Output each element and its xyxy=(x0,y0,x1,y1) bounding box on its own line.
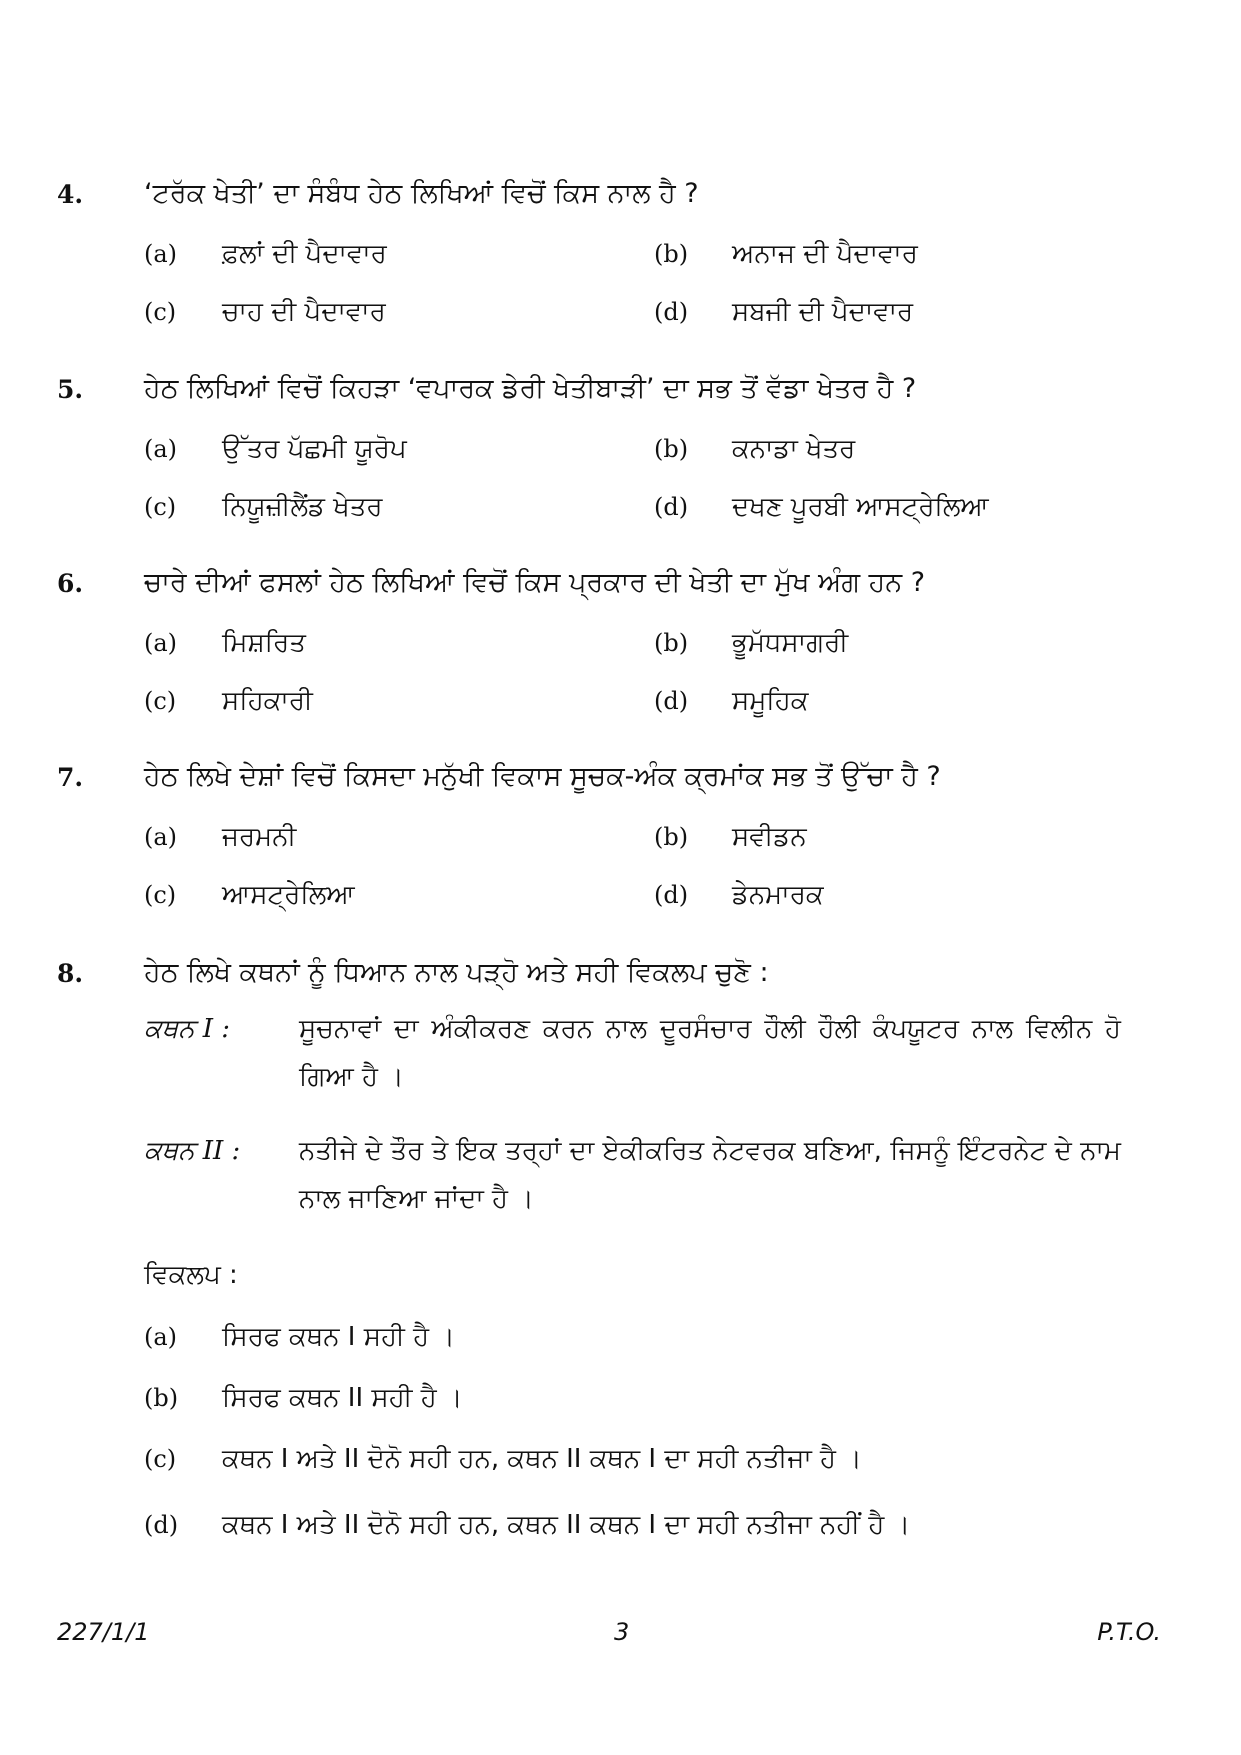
option-d xyxy=(144,1502,1121,1548)
option-label: (d) xyxy=(654,687,689,715)
option-text: ਸਿਰਫ ਕਥਨ II ਸਹੀ ਹੈ । xyxy=(222,1383,463,1413)
option-a xyxy=(144,236,387,272)
option-label: (b) xyxy=(654,629,689,657)
option-text: ਨਿਯੂਜ਼ੀਲੈਂਡ ਖੇਤਰ xyxy=(222,492,383,522)
question-number: 4. xyxy=(57,180,84,209)
option-text: ਅਨਾਜ ਦੀ ਪੈਦਾਵਾਰ xyxy=(732,239,918,269)
option-label: (a) xyxy=(144,629,178,657)
option-a xyxy=(144,1319,455,1355)
option-label: (c) xyxy=(144,687,177,715)
option-text: ਸਵੀਡਨ xyxy=(732,822,807,852)
option-label: (d) xyxy=(654,493,689,521)
choices-heading: ਵਿਕਲਪ : xyxy=(144,1260,238,1290)
option-label: (a) xyxy=(144,823,178,851)
option-text: ਫ਼ਲਾਂ ਦੀ ਪੈਦਾਵਾਰ xyxy=(222,239,387,269)
option-label: (a) xyxy=(144,435,178,463)
option-text: ਡੇਨਮਾਰਕ xyxy=(732,880,824,910)
option-text: ਸਮੂਹਿਕ xyxy=(732,686,809,716)
option-label: (c) xyxy=(144,881,177,909)
statement-label: ਕਥਨ II : xyxy=(144,1136,241,1166)
paper-code: 227/1/1 xyxy=(57,1618,150,1646)
option-b xyxy=(144,1380,463,1416)
option-label: (a) xyxy=(144,240,178,268)
question-text: ਚਾਰੇ ਦੀਆਂ ਫਸਲਾਂ ਹੇਠ ਲਿਖਿਆਂ ਵਿਚੋਂ ਕਿਸ ਪ੍ਰਕਾਰ ਦੀ ਖੇਤੀ ਦਾ ਮੁੱਖ ਅੰਗ ਹਨ ? xyxy=(144,567,926,598)
option-c xyxy=(144,1441,862,1477)
option-b xyxy=(654,236,918,272)
option-text: ਕਥਨ I ਅਤੇ II ਦੋਨੋ ਸਹੀ ਹਨ, ਕਥਨ II ਕਥਨ I ਦਾ ਸਹੀ ਨਤੀਜਾ ਨਹੀਂ ਹੈ । xyxy=(222,1510,911,1540)
option-a xyxy=(144,625,306,661)
pto-marker: P.T.O. xyxy=(1097,1618,1161,1646)
option-label: (c) xyxy=(144,493,177,521)
option-label: (c) xyxy=(144,1445,177,1473)
option-label: (d) xyxy=(654,881,689,909)
statement-2 xyxy=(144,1127,1121,1223)
option-label: (b) xyxy=(654,240,689,268)
option-d xyxy=(654,877,824,913)
option-text: ਸਹਿਕਾਰੀ xyxy=(222,686,313,716)
statement-label: ਕਥਨ I : xyxy=(144,1014,231,1044)
option-label: (d) xyxy=(654,298,689,326)
option-text: ਉੱਤਰ ਪੱਛਮੀ ਯੂਰੋਪ xyxy=(222,434,407,464)
option-text: ਕਨਾਡਾ ਖੇਤਰ xyxy=(732,434,856,464)
option-c xyxy=(144,489,382,525)
option-b xyxy=(654,819,807,855)
page-number: 3 xyxy=(614,1618,630,1646)
question-text: ਹੇਠ ਲਿਖਿਆਂ ਵਿਚੋਂ ਕਿਹੜਾ ‘ਵਪਾਰਕ ਡੇਰੀ ਖੇਤੀਬਾੜੀ’ ਦਾ ਸਭ ਤੋਂ ਵੱਡਾ ਖੇਤਰ ਹੈ ? xyxy=(144,373,917,404)
question-number: 5. xyxy=(57,375,84,404)
question-number: 6. xyxy=(57,569,84,598)
option-a xyxy=(144,431,407,467)
option-c xyxy=(144,877,355,913)
option-text: ਆਸਟ੍ਰੇਲਿਆ xyxy=(222,880,355,910)
option-c xyxy=(144,294,386,330)
option-text: ਜਰਮਨੀ xyxy=(222,822,297,852)
question-text: ਹੇਠ ਲਿਖੇ ਕਥਨਾਂ ਨੂੰ ਧਿਆਨ ਨਾਲ ਪੜ੍ਹੋ ਅਤੇ ਸਹੀ ਵਿਕਲਪ ਚੁਣੋ : xyxy=(144,957,769,988)
option-text: ਚਾਹ ਦੀ ਪੈਦਾਵਾਰ xyxy=(222,297,386,327)
option-label: (b) xyxy=(654,823,689,851)
option-d xyxy=(654,294,913,330)
statement-text: ਨਤੀਜੇ ਦੇ ਤੌਰ ਤੇ ਇਕ ਤਰ੍ਹਾਂ ਦਾ ਏਕੀਕਰਿਤ ਨੇਟਵਰਕ ਬਣਿਆ, ਜਿਸਨੂੰ ਇੰਟਰਨੇਟ ਦੇ ਨਾਮ ਨਾਲ ਜਾਣਿਆ ਜਾਂਦਾ ਹੈ । xyxy=(299,1136,1121,1214)
question-number: 7. xyxy=(57,763,84,792)
question-text: ਹੇਠ ਲਿਖੇ ਦੇਸ਼ਾਂ ਵਿਚੋਂ ਕਿਸਦਾ ਮਨੁੱਖੀ ਵਿਕਾਸ ਸੂਚਕ-ਅੰਕ ਕ੍ਰਮਾਂਕ ਸਭ ਤੋਂ ਉੱਚਾ ਹੈ ? xyxy=(144,761,941,792)
option-text: ਭੂਮੱਧਸਾਗਰੀ xyxy=(732,628,849,658)
option-c xyxy=(144,683,313,719)
option-text: ਸਬਜੀ ਦੀ ਪੈਦਾਵਾਰ xyxy=(732,297,914,327)
question-number: 8. xyxy=(57,959,84,988)
option-text: ਸਿਰਫ ਕਥਨ I ਸਹੀ ਹੈ । xyxy=(222,1322,455,1352)
option-d xyxy=(654,683,809,719)
option-text: ਕਥਨ I ਅਤੇ II ਦੋਨੋ ਸਹੀ ਹਨ, ਕਥਨ II ਕਥਨ I ਦਾ ਸਹੀ ਨਤੀਜਾ ਹੈ । xyxy=(222,1444,862,1474)
statement-text: ਸੂਚਨਾਵਾਂ ਦਾ ਅੰਕੀਕਰਣ ਕਰਨ ਨਾਲ ਦੂਰਸੰਚਾਰ ਹੌਲੀ ਹੌਲੀ ਕੰਪਯੂਟਰ ਨਾਲ ਵਿਲੀਨ ਹੋ ਗਿਆ ਹੈ । xyxy=(299,1014,1121,1092)
option-d xyxy=(654,489,989,525)
option-label: (d) xyxy=(144,1511,179,1539)
option-label: (b) xyxy=(144,1384,179,1412)
option-text: ਮਿਸ਼ਰਿਤ xyxy=(222,628,306,658)
question-text: ‘ਟਰੱਕ ਖੇਤੀ’ ਦਾ ਸੰਬੰਧ ਹੇਠ ਲਿਖਿਆਂ ਵਿਚੋਂ ਕਿਸ ਨਾਲ ਹੈ ? xyxy=(144,178,699,209)
option-label: (b) xyxy=(654,435,689,463)
option-b xyxy=(654,625,848,661)
option-label: (c) xyxy=(144,298,177,326)
option-label: (a) xyxy=(144,1323,178,1351)
statement-1 xyxy=(144,1005,1121,1101)
option-text: ਦਖਣ ਪੂਰਬੀ ਆਸਟ੍ਰੇਲਿਆ xyxy=(732,492,989,522)
option-a xyxy=(144,819,296,855)
option-b xyxy=(654,431,855,467)
